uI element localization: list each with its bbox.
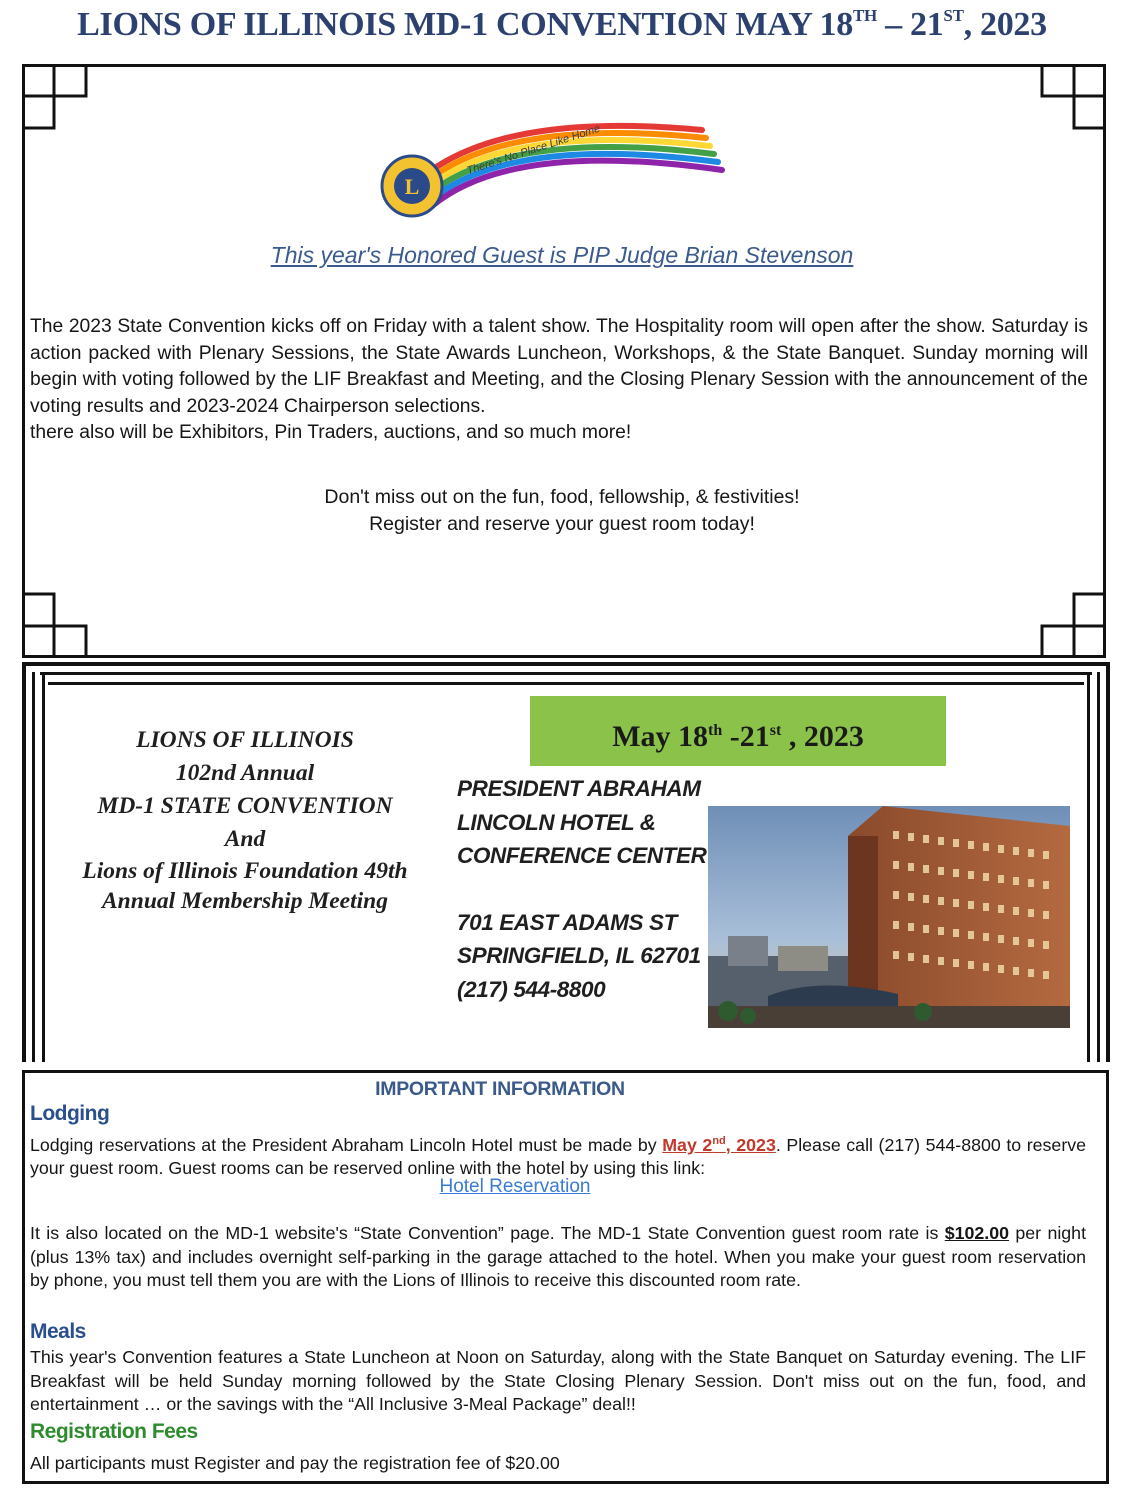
lodging-heading: Lodging bbox=[30, 1102, 110, 1125]
hotel-reservation-link[interactable]: Hotel Reservation bbox=[439, 1176, 591, 1197]
date-badge: May 18th -21st , 2023 bbox=[530, 696, 946, 766]
lodging-paragraph: Lodging reservations at the President Abraham Lincoln Hotel must be made by May 2nd, 2023. Please call (217) 544-8800 to reserve your guest room. Guest rooms can be reserved online with the hotel by using this link: bbox=[30, 1134, 1087, 1179]
registration-heading: Registration Fees bbox=[30, 1420, 198, 1443]
lions-rainbow-logo bbox=[372, 90, 732, 220]
meals-paragraph: This year's Convention features a State Luncheon at Noon on Saturday, along with the State Banquet on Saturday evening. The LIF Breakfast will be held Sunday morning followed by the State Closing Plenary Session. Don't miss out on the fun, food, and entertainment … or the savings with the “All Inclusive 3-Meal Package” deal!! bbox=[30, 1347, 1086, 1414]
corner-ornament-icon bbox=[1040, 64, 1106, 130]
page-title: LIONS OF ILLINOIS MD-1 CONVENTION MAY 18TH – 21ST, 2023 bbox=[77, 5, 1047, 43]
room-rate: $102.00 bbox=[944, 1223, 1010, 1243]
meals-heading: Meals bbox=[30, 1320, 86, 1343]
hotel-info bbox=[457, 772, 717, 1006]
hotel-photo bbox=[708, 806, 1070, 1028]
corner-ornament-icon bbox=[22, 64, 88, 130]
svg-text:L: L bbox=[404, 174, 420, 199]
intro-paragraph-extra: there also will be Exhibitors, Pin Traders, auctions, and so much more! bbox=[30, 422, 632, 444]
corner-ornament-icon bbox=[1040, 592, 1106, 658]
hotel-name-line: PRESIDENT ABRAHAM bbox=[457, 776, 701, 801]
convention-line: MD-1 STATE CONVENTION bbox=[97, 793, 393, 819]
lodging-deadline: May 2nd, 2023 bbox=[662, 1134, 776, 1155]
intro-paragraph bbox=[30, 314, 1088, 447]
hotel-name-line: CONFERENCE CENTER bbox=[457, 843, 707, 868]
intro-paragraph-main: The 2023 State Convention kicks off on Friday with a talent show. The Hospitality room will open after the show. Saturday is action packed with Plenary Sessions, the State Awards Luncheon, Workshops, & the State Banquet. Sunday morning will begin with voting followed by the LIF Breakfast and Meeting, and the Closing Plenary Session with the announcement of the voting results and 2023-2024 Chairperson selections. bbox=[30, 316, 1088, 417]
convention-title-block bbox=[40, 724, 450, 916]
logo-caption: There's No Place Like Home bbox=[465, 122, 602, 178]
convention-line: 102nd Annual bbox=[175, 760, 315, 786]
convention-line: LIONS OF ILLINOIS bbox=[136, 727, 354, 753]
hotel-address-line: SPRINGFIELD, IL 62701 bbox=[457, 943, 701, 968]
convention-line: Lions of Illinois Foundation 49th bbox=[82, 858, 408, 884]
hotel-phone: (217) 544-8800 bbox=[457, 976, 606, 1002]
corner-ornament-icon bbox=[22, 592, 88, 658]
honored-guest-link[interactable]: This year's Honored Guest is PIP Judge Brian Stevenson bbox=[270, 242, 854, 268]
cta-line-2: Register and reserve your guest room today! bbox=[369, 513, 755, 535]
cta-line-1: Don't miss out on the fun, food, fellowship, & festivities! bbox=[324, 486, 800, 508]
registration-paragraph: All participants must Register and pay the registration fee of $20.00 bbox=[30, 1453, 560, 1473]
call-to-action bbox=[0, 484, 1124, 538]
convention-line: Annual Membership Meeting bbox=[102, 888, 388, 914]
info-heading: IMPORTANT INFORMATION bbox=[375, 1078, 625, 1100]
room-rate-paragraph: It is also located on the MD-1 website's “State Convention” page. The MD-1 State Convention guest room rate is $102.00 per night (plus 13% tax) and includes overnight self-parking in the garage attached to the hotel. When you make your guest room reservation by phone, you must tell them you are with the Lions of Illinois to receive this discounted room rate. bbox=[30, 1223, 1087, 1290]
hotel-address-line: 701 EAST ADAMS ST bbox=[457, 909, 677, 935]
convention-line: And bbox=[224, 826, 266, 852]
hotel-name-line: LINCOLN HOTEL & bbox=[457, 809, 656, 835]
